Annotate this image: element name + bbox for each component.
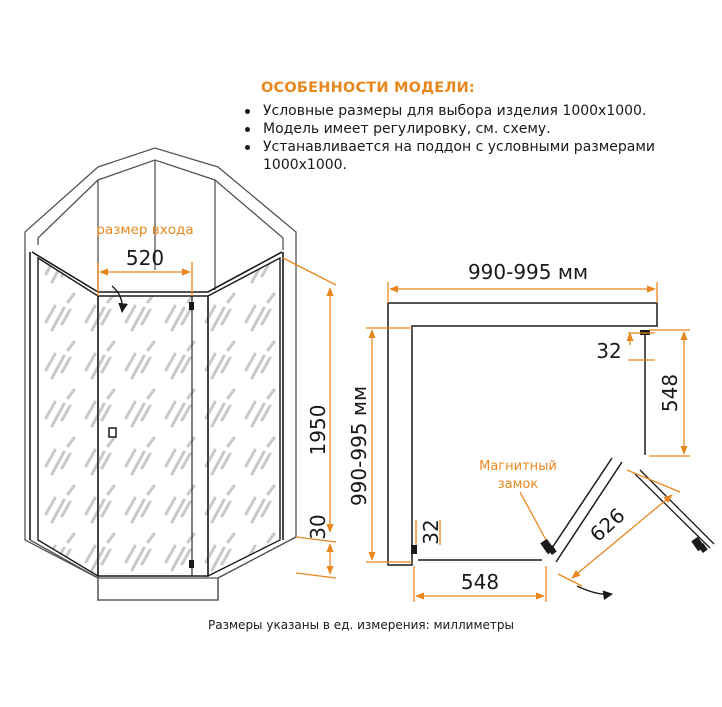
hinge-icon [189,302,194,310]
features-title: ОСОБЕННОСТИ МОДЕЛИ: [261,80,475,96]
hinge-icon [691,537,707,553]
bottom-offset-value: 32 [419,519,443,545]
magnet-label: замок [497,477,539,492]
top-offset-value: 32 [596,339,622,363]
feature-item-continuation: 1000х1000. [263,157,347,173]
shower-glass [30,252,283,576]
hinge-icon [189,560,194,568]
bracket-icon [411,545,417,554]
units-note: Размеры указаны в ед. измерения: миллиметры [208,618,514,632]
feature-item: Модель имеет регулировку, см. схему. [243,120,703,138]
door-swing-arrow-icon [577,586,612,594]
top-width-value: 990-995 мм [467,260,589,284]
right-wall-value: 548 [658,373,682,413]
entrance-width-value: 520 [125,246,165,270]
height-value: 1950 [306,404,330,456]
bottom-wall-value: 548 [460,570,500,594]
feature-item: Условные размеры для выбора изделия 1000х1000. [243,102,703,120]
feature-item: Устанавливается на поддон с условными размерами 1000х1000. [243,138,703,174]
tray-height-value: 30 [306,514,330,540]
diagonal-value: 626 [585,503,630,547]
entrance-label: размер входа [96,222,194,238]
magnet-label: Магнитный [479,459,557,474]
side-depth-value: 990-995 мм [347,385,371,507]
